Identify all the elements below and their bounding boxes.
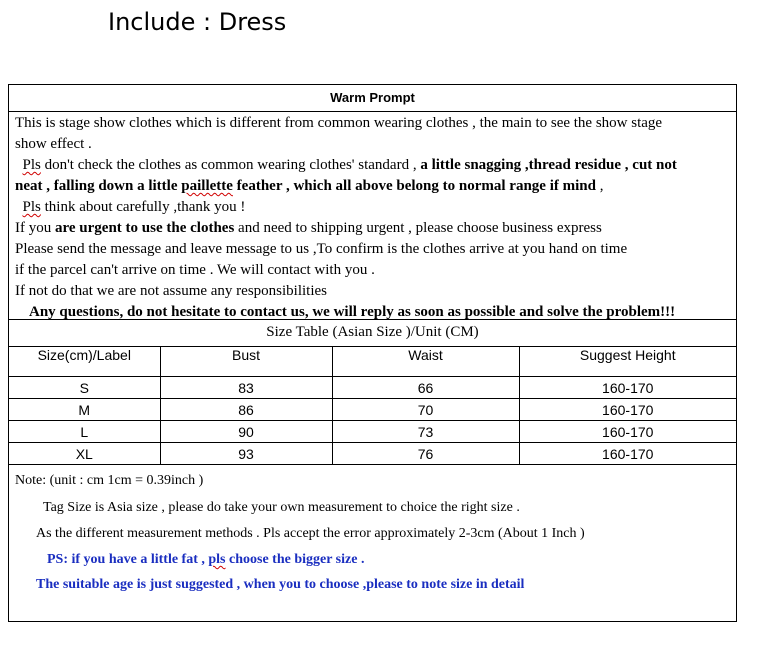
prompt-line-8: if the parcel can't arrive on time . We will contact with you . xyxy=(15,262,375,278)
prompt-line-1: This is stage show clothes which is different from common wearing clothes , the main to see the show stage xyxy=(15,115,663,131)
prompt-line-5 xyxy=(15,197,727,218)
prompt-line-5-pls: Pls xyxy=(22,199,41,215)
table-row xyxy=(9,421,736,443)
size-cell: L xyxy=(9,421,160,443)
size-cell: XL xyxy=(9,443,160,465)
warm-prompt-title: Warm Prompt xyxy=(9,85,736,112)
ps-note-a: PS: if you have a little fat , xyxy=(47,552,209,567)
header-bust: Bust xyxy=(160,346,332,377)
prompt-line-6 xyxy=(15,218,727,239)
prompt-line-6-a: If you xyxy=(15,220,55,236)
unit-note: Note: (unit : cm 1cm = 0.39inch ) xyxy=(15,473,204,488)
prompt-line-9: If not do that we are not assume any responsibilities xyxy=(15,283,328,299)
prompt-line-2: show effect . xyxy=(15,136,92,152)
height-cell: 160-170 xyxy=(519,443,736,465)
bust-cell: 93 xyxy=(160,443,332,465)
size-cell: M xyxy=(9,399,160,421)
size-table-title: Size Table (Asian Size )/Unit (CM) xyxy=(9,319,736,347)
prompt-line-4-paillette: paillette xyxy=(181,178,233,194)
prompt-line-6-bold: are urgent to use the clothes xyxy=(55,220,235,236)
table-row xyxy=(9,443,736,465)
age-note: The suitable age is just suggested , when you to choose ,please to note size in detail xyxy=(36,577,525,592)
ps-note-pls: pls xyxy=(208,552,226,567)
header-waist: Waist xyxy=(332,346,519,377)
height-cell: 160-170 xyxy=(519,399,736,421)
prompt-line-4-d: , xyxy=(595,178,604,194)
tag-size-note: Tag Size is Asia size , please do take your own measurement to choice the right size . xyxy=(43,500,520,515)
prompt-line-3 xyxy=(15,155,727,176)
prompt-line-6-c: and need to shipping urgent , please choose business express xyxy=(234,220,602,236)
measurement-note: As the different measurement methods . Pls accept the error approximately 2-3cm (About 1 Inch ) xyxy=(36,526,585,541)
size-table-header-row xyxy=(9,346,736,377)
size-cell: S xyxy=(9,377,160,399)
bust-cell: 86 xyxy=(160,399,332,421)
bust-cell: 90 xyxy=(160,421,332,443)
ps-note xyxy=(47,552,364,568)
table-row xyxy=(9,377,736,399)
height-cell: 160-170 xyxy=(519,421,736,443)
prompt-line-5-text: think about carefully ,thank you ! xyxy=(40,199,246,215)
waist-cell: 66 xyxy=(332,377,519,399)
prompt-line-10: Any questions, do not hesitate to contact us, we will reply as soon as possible and solve the problem!!! xyxy=(29,304,676,320)
prompt-line-3-bold: a little snagging ,thread residue , cut not xyxy=(416,157,677,173)
header-size-label: Size(cm)/Label xyxy=(9,346,160,377)
waist-cell: 73 xyxy=(332,421,519,443)
height-cell: 160-170 xyxy=(519,377,736,399)
prompt-line-4 xyxy=(15,176,727,197)
prompt-line-4-a: neat , falling down a little xyxy=(15,178,182,194)
header-suggest-height: Suggest Height xyxy=(519,346,736,377)
info-frame xyxy=(8,84,737,622)
prompt-line-3-pls: Pls xyxy=(22,157,41,173)
prompt-line-7: Please send the message and leave message to us ,To confirm is the clothes arrive at you hand on time xyxy=(15,241,628,257)
waist-cell: 76 xyxy=(332,443,519,465)
bust-cell: 83 xyxy=(160,377,332,399)
page-heading: Include : Dress xyxy=(108,8,287,36)
prompt-line-4-c: feather , which all above belong to normal range if mind xyxy=(232,178,596,194)
ps-note-c: choose the bigger size . xyxy=(225,552,365,567)
warm-prompt-body xyxy=(15,113,727,323)
size-table xyxy=(9,346,736,465)
prompt-line-3-text: don't check the clothes as common wearing clothes' standard , xyxy=(40,157,417,173)
waist-cell: 70 xyxy=(332,399,519,421)
table-row xyxy=(9,399,736,421)
